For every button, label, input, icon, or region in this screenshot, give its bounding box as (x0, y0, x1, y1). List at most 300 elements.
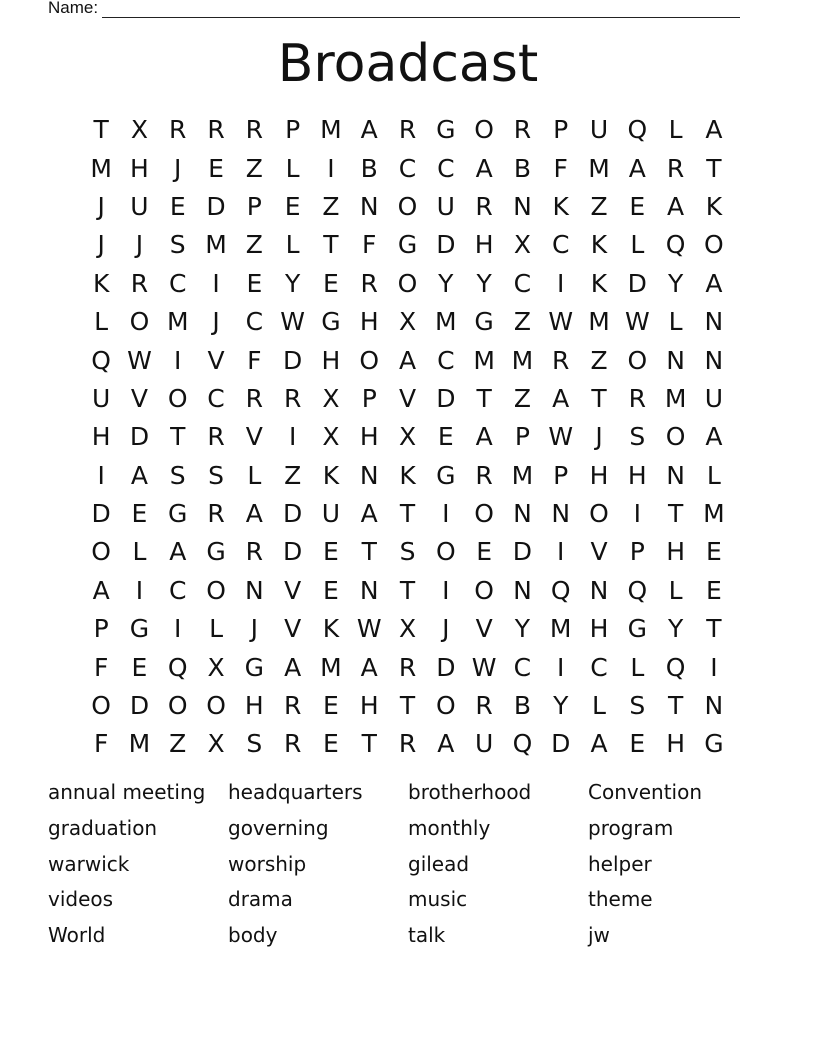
grid-letter: T (323, 230, 339, 260)
grid-letter: S (629, 422, 646, 452)
grid-letter: T (399, 691, 416, 721)
grid-letter: M (664, 383, 687, 413)
word-list-item: World (48, 923, 106, 948)
grid-letter: I (557, 652, 565, 682)
grid-letter: E (131, 652, 148, 682)
grid-letter: R (398, 652, 417, 682)
grid-letter: Y (284, 268, 301, 298)
grid-letter: D (512, 537, 533, 567)
grid-letter: H (321, 345, 341, 375)
grid-letter: M (205, 230, 227, 260)
word-list-item: drama (228, 887, 293, 912)
grid-letter: Y (667, 268, 684, 298)
grid-letter: P (246, 191, 262, 221)
grid-letter: Z (513, 383, 531, 413)
grid-letter: D (206, 191, 226, 221)
grid-letter: D (436, 383, 456, 413)
grid-letter: A (360, 652, 378, 682)
grid-letter: Q (91, 345, 111, 375)
grid-letter: N (704, 307, 724, 337)
grid-letter: T (399, 499, 416, 529)
grid-letter: M (549, 614, 572, 644)
grid-letter: Q (627, 115, 648, 145)
grid-letter: G (168, 499, 188, 529)
word-list-item: jw (588, 923, 610, 948)
name-label: Name: (48, 0, 99, 17)
grid-letter: O (435, 537, 456, 567)
word-list-item: headquarters (228, 780, 363, 804)
grid-letter: I (557, 537, 565, 567)
grid-letter: T (667, 499, 684, 529)
grid-letter: E (476, 537, 493, 567)
grid-row (82, 418, 734, 456)
grid-letter: F (362, 230, 377, 260)
grid-letter: U (704, 383, 724, 413)
grid-letter: R (207, 499, 225, 529)
grid-letter: O (91, 691, 111, 721)
grid-letter: C (590, 652, 608, 682)
grid-letter: R (283, 729, 302, 759)
grid-letter: G (436, 460, 456, 490)
grid-letter: U (91, 383, 111, 413)
grid-letter: H (474, 230, 494, 260)
grid-letter: D (129, 422, 150, 452)
grid-letter: H (589, 614, 609, 644)
grid-letter: R (475, 191, 493, 221)
grid-letter: R (207, 422, 225, 452)
grid-letter: R (245, 537, 264, 567)
grid-letter: U (436, 191, 455, 221)
grid-letter: J (442, 614, 450, 644)
grid-letter: O (129, 307, 150, 337)
grid-letter: O (206, 575, 226, 605)
grid-row (82, 725, 734, 763)
grid-letter: K (590, 230, 608, 260)
grid-letter: T (399, 575, 416, 605)
grid-letter: L (668, 115, 683, 145)
grid-letter: I (710, 652, 718, 682)
grid-letter: G (436, 115, 456, 145)
grid-letter: G (704, 729, 724, 759)
grid-letter: O (91, 537, 111, 567)
grid-letter: A (705, 268, 723, 298)
grid-letter: N (513, 499, 532, 529)
grid-letter: L (630, 230, 645, 260)
word-list-item: warwick (48, 851, 130, 876)
grid-row (82, 687, 734, 725)
grid-letter: G (206, 537, 226, 567)
grid-letter: H (666, 537, 685, 567)
grid-letter: D (283, 537, 303, 567)
grid-letter: O (397, 191, 418, 221)
grid-letter: R (398, 115, 417, 145)
grid-letter: Y (438, 268, 454, 298)
grid-letter: C (207, 383, 225, 413)
grid-letter: V (245, 422, 263, 452)
grid-letter: F (553, 153, 568, 183)
grid-letter: N (704, 691, 724, 721)
grid-letter: A (360, 499, 378, 529)
grid-letter: T (706, 153, 722, 183)
grid-letter: G (397, 230, 418, 260)
grid-letter: O (359, 345, 380, 375)
grid-letter: T (591, 383, 607, 413)
grid-letter: T (706, 614, 722, 644)
grid-row (82, 533, 734, 571)
word-list-item: gilead (408, 851, 470, 876)
grid-letter: W (548, 307, 574, 337)
grid-letter: H (627, 460, 647, 490)
grid-letter: W (471, 652, 497, 682)
grid-letter: P (514, 422, 530, 452)
grid-letter: N (513, 191, 532, 221)
grid-letter: X (322, 383, 340, 413)
grid-letter: P (361, 383, 377, 413)
grid-letter: M (511, 460, 534, 490)
grid-letter: L (247, 460, 262, 490)
grid-letter: X (322, 422, 340, 452)
grid-letter: B (360, 153, 378, 183)
grid-letter: C (245, 307, 264, 337)
grid-letter: V (284, 614, 302, 644)
grid-letter: O (206, 691, 226, 721)
grid-letter: P (553, 460, 569, 490)
word-list-item: program (588, 815, 674, 840)
grid-letter: R (245, 383, 264, 413)
grid-letter: X (207, 652, 225, 682)
grid-letter: N (513, 575, 532, 605)
grid-letter: A (475, 153, 493, 183)
grid-letter: N (359, 575, 379, 605)
grid-letter: A (705, 115, 723, 145)
grid-row (82, 457, 734, 495)
grid-letter: R (207, 115, 225, 145)
grid-letter: R (475, 460, 493, 490)
grid-letter: Q (665, 230, 686, 260)
grid-letter: H (244, 691, 264, 721)
grid-letter: G (244, 652, 265, 682)
grid-letter: A (628, 153, 646, 183)
grid-letter: U (321, 499, 341, 529)
word-list-item: graduation (48, 815, 158, 840)
name-underline (102, 2, 740, 18)
word-list-item: music (408, 887, 468, 912)
grid-letter: N (666, 345, 685, 375)
grid-letter: H (359, 691, 379, 721)
grid-row (82, 111, 734, 149)
grid-letter: H (130, 153, 149, 183)
grid-letter: E (323, 537, 339, 567)
grid-letter: J (135, 230, 144, 260)
grid-letter: Z (322, 191, 340, 221)
grid-letter: T (170, 422, 186, 452)
grid-letter: V (398, 383, 417, 413)
grid-letter: S (629, 691, 646, 721)
grid-letter: M (588, 307, 610, 337)
grid-letter: Z (169, 729, 187, 759)
grid-letter: R (130, 268, 149, 298)
grid-letter: L (706, 460, 721, 490)
grid-letter: B (513, 153, 531, 183)
grid-letter: A (475, 422, 493, 452)
grid-letter: G (474, 307, 494, 337)
grid-letter: I (174, 345, 182, 375)
grid-letter: J (250, 614, 259, 644)
grid-letter: E (323, 268, 339, 298)
grid-letter: Y (553, 691, 569, 721)
grid-letter: W (127, 345, 152, 375)
grid-letter: K (399, 460, 416, 490)
grid-letter: D (436, 230, 456, 260)
grid-letter: L (630, 652, 645, 682)
grid-letter: F (247, 345, 262, 375)
word-list-item: worship (228, 851, 307, 876)
grid-letter: D (436, 652, 456, 682)
grid-letter: P (93, 614, 109, 644)
grid-letter: J (97, 230, 105, 260)
grid-letter: I (212, 268, 220, 298)
grid-letter: Z (513, 307, 531, 337)
grid-letter: W (356, 614, 382, 644)
grid-row (82, 610, 734, 648)
grid-row (82, 303, 734, 341)
name-field (48, 0, 748, 18)
grid-letter: H (589, 460, 609, 490)
word-list-item: governing (228, 815, 329, 840)
grid-letter: L (668, 575, 683, 605)
grid-letter: M (320, 652, 342, 682)
grid-letter: J (212, 307, 220, 337)
grid-letter: J (595, 422, 603, 452)
grid-letter: L (592, 691, 606, 721)
grid-letter: O (397, 268, 418, 298)
grid-letter: Q (665, 652, 686, 682)
grid-letter: A (667, 191, 685, 221)
grid-letter: O (589, 499, 609, 529)
grid-letter: N (359, 191, 379, 221)
grid-letter: R (169, 115, 187, 145)
grid-letter: R (283, 691, 302, 721)
grid-letter: N (359, 460, 379, 490)
grid-letter: M (320, 115, 342, 145)
grid-letter: B (513, 691, 531, 721)
grid-letter: Q (550, 575, 571, 605)
word-list-item: monthly (408, 815, 491, 840)
grid-letter: A (130, 460, 148, 490)
grid-letter: T (93, 115, 109, 145)
grid-letter: D (551, 729, 571, 759)
grid-letter: X (398, 422, 417, 452)
grid-letter: M (90, 153, 112, 183)
grid-letter: Q (627, 575, 648, 605)
grid-letter: A (705, 422, 723, 452)
grid-letter: A (552, 383, 570, 413)
grid-letter: I (633, 499, 641, 529)
grid-row (82, 495, 734, 533)
grid-letter: Y (514, 614, 531, 644)
grid-letter: Y (667, 614, 684, 644)
grid-letter: M (703, 499, 725, 529)
grid-letter: S (246, 729, 263, 759)
grid-letter: E (323, 691, 339, 721)
grid-letter: H (666, 729, 685, 759)
grid-letter: N (704, 345, 724, 375)
grid-letter: A (245, 499, 263, 529)
grid-row (82, 572, 734, 610)
grid-letter: F (93, 652, 109, 682)
grid-letter: Z (245, 230, 263, 260)
grid-letter: A (360, 115, 378, 145)
grid-letter: E (706, 537, 722, 567)
grid-letter: C (398, 153, 417, 183)
grid-letter: E (706, 575, 722, 605)
grid-letter: H (359, 422, 379, 452)
grid-letter: X (207, 729, 225, 759)
grid-letter: R (666, 153, 685, 183)
grid-letter: D (627, 268, 647, 298)
letter-grid (82, 111, 734, 764)
grid-letter: X (398, 614, 417, 644)
grid-letter: I (174, 614, 182, 644)
grid-letter: X (398, 307, 417, 337)
grid-letter: A (169, 537, 187, 567)
grid-letter: G (129, 614, 150, 644)
word-list-item: helper (588, 851, 652, 876)
grid-letter: E (323, 575, 339, 605)
word-list-item: videos (48, 887, 114, 912)
grid-letter: M (588, 153, 610, 183)
grid-letter: V (207, 345, 225, 375)
grid-letter: V (475, 614, 493, 644)
grid-letter: X (513, 230, 531, 260)
grid-letter: D (283, 345, 303, 375)
grid-letter: I (442, 575, 450, 605)
grid-letter: C (437, 153, 455, 183)
grid-letter: I (557, 268, 565, 298)
grid-letter: A (284, 652, 302, 682)
grid-letter: O (704, 230, 724, 260)
grid-row (82, 265, 734, 303)
grid-letter: W (280, 307, 305, 337)
grid-letter: Q (167, 652, 188, 682)
grid-letter: R (360, 268, 378, 298)
grid-letter: N (666, 460, 685, 490)
grid-letter: I (135, 575, 144, 605)
grid-letter: I (327, 153, 335, 183)
grid-letter: C (437, 345, 455, 375)
grid-letter: U (474, 729, 494, 759)
grid-letter: E (629, 729, 646, 759)
grid-letter: L (209, 614, 223, 644)
grid-letter: A (590, 729, 608, 759)
grid-letter: I (442, 499, 450, 529)
grid-letter: S (169, 460, 186, 490)
grid-letter: A (437, 729, 455, 759)
grid-letter: F (93, 729, 109, 759)
grid-row (82, 648, 734, 686)
grid-letter: K (322, 614, 340, 644)
grid-letter: J (174, 153, 182, 183)
word-list-item: body (228, 923, 278, 948)
grid-letter: E (284, 191, 301, 221)
word-list-item: annual meeting (48, 780, 206, 804)
grid-letter: E (437, 422, 454, 452)
grid-letter: C (169, 575, 187, 605)
grid-letter: P (629, 537, 645, 567)
grid-letter: K (92, 268, 110, 298)
grid-letter: C (513, 268, 532, 298)
grid-letter: D (283, 499, 303, 529)
grid-letter: E (131, 499, 148, 529)
grid-letter: G (627, 614, 647, 644)
grid-letter: P (553, 115, 569, 145)
grid-letter: L (285, 230, 300, 260)
grid-letter: L (668, 307, 683, 337)
grid-letter: O (167, 383, 188, 413)
grid-letter: V (590, 537, 608, 567)
word-list (48, 776, 768, 955)
grid-letter: E (208, 153, 224, 183)
grid-row (82, 188, 734, 226)
grid-letter: Z (245, 153, 263, 183)
grid-letter: L (285, 153, 300, 183)
word-list-item: talk (408, 923, 446, 948)
grid-letter: S (399, 537, 416, 567)
grid-letter: R (513, 115, 532, 145)
grid-letter: E (629, 191, 646, 221)
word-list-item: Convention (588, 780, 703, 804)
grid-letter: O (167, 691, 188, 721)
grid-letter: R (283, 383, 302, 413)
grid-letter: N (244, 575, 264, 605)
grid-letter: R (475, 691, 493, 721)
grid-letter: U (589, 115, 609, 145)
grid-letter: M (166, 307, 189, 337)
grid-letter: Z (590, 345, 608, 375)
grid-letter: R (398, 729, 417, 759)
grid-letter: Q (512, 729, 533, 759)
grid-letter: R (245, 115, 264, 145)
grid-letter: L (94, 307, 109, 337)
grid-letter: M (128, 729, 151, 759)
grid-letter: Z (590, 191, 608, 221)
page-title: Broadcast (277, 34, 539, 94)
grid-letter: D (129, 691, 150, 721)
grid-letter: D (91, 499, 111, 529)
grid-letter: S (208, 460, 224, 490)
grid-letter: N (551, 499, 571, 529)
grid-letter: X (130, 115, 149, 145)
grid-row (82, 149, 734, 187)
grid-letter: W (624, 307, 650, 337)
grid-letter: I (97, 460, 105, 490)
grid-letter: C (169, 268, 187, 298)
grid-letter: V (130, 383, 148, 413)
grid-letter: K (322, 460, 340, 490)
grid-letter: E (323, 729, 339, 759)
grid-letter: Z (284, 460, 302, 490)
word-list-item: brotherhood (408, 780, 532, 804)
grid-letter: Y (476, 268, 492, 298)
grid-letter: G (321, 307, 341, 337)
grid-letter: M (511, 345, 534, 375)
grid-row (82, 380, 734, 418)
grid-letter: S (169, 230, 186, 260)
grid-letter: O (665, 422, 686, 452)
grid-letter: N (589, 575, 609, 605)
grid-letter: K (552, 191, 569, 221)
grid-letter: A (398, 345, 417, 375)
